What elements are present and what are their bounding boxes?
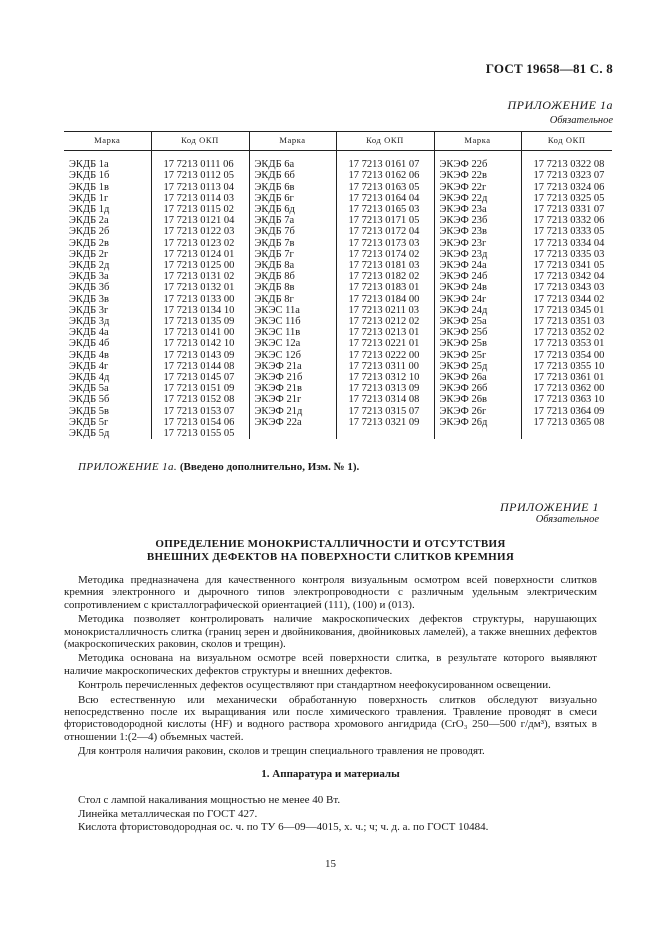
- okp-code-cell: 17 7213 0361 01: [533, 372, 605, 384]
- grade-cell: ЭКДБ 4д: [64, 372, 151, 383]
- grade-cell: ЭКДБ 1в: [64, 182, 151, 193]
- appendix-1a-subtitle: Обязательное: [549, 115, 613, 126]
- table-row: [64, 383, 612, 394]
- okp-code-cell: 17 7213 0141 00: [151, 327, 249, 338]
- okp-code-cell: 17 7213 0325 05: [533, 192, 605, 204]
- okp-code-cell: 17 7213 0144 08: [151, 361, 249, 372]
- grade-cell: ЭКЭФ 23б: [434, 215, 521, 226]
- paragraph: Контроль перечисленных дефектов осуществляют при стандартном неефокусированном освещении.: [78, 679, 551, 692]
- grade-cell: ЭКЭФ 26б: [434, 383, 521, 394]
- okp-code-cell: [336, 428, 434, 439]
- okp-code-cell: 17 7213 0131 02: [151, 271, 249, 282]
- okp-code-cell: 17 7213 0364 09: [533, 405, 605, 417]
- okp-code-cell: 17 7213 0341 05: [533, 260, 605, 272]
- okp-code-cell: 17 7213 0121 04: [151, 215, 249, 226]
- grade-cell: ЭКЭФ 23г: [434, 238, 521, 249]
- okp-code-cell: 17 7213 0342 04: [533, 271, 605, 283]
- grade-cell: ЭКДБ 6а: [249, 151, 336, 171]
- grade-cell: ЭКЭФ 21д: [249, 406, 336, 417]
- grade-cell: ЭКДБ 7в: [249, 238, 336, 249]
- grade-cell: ЭКДБ 1б: [64, 170, 151, 181]
- method-title-line: ВНЕШНИХ ДЕФЕКТОВ НА ПОВЕРХНОСТИ СЛИТКОВ КРЕМНИЯ: [146, 551, 515, 563]
- page-number: 15: [325, 858, 336, 870]
- okp-code-cell: 17 7213 0152 08: [151, 394, 249, 405]
- appendix-1-subtitle: Обязательное: [535, 514, 599, 525]
- okp-code-cell: 17 7213 0153 07: [151, 406, 249, 417]
- okp-code-cell: 17 7213 0161 07: [336, 151, 434, 171]
- grade-cell: ЭКЭФ 25г: [434, 350, 521, 361]
- table-row: [64, 271, 612, 282]
- grade-cell: ЭКДБ 6в: [249, 182, 336, 193]
- okp-code-cell: 17 7213 0181 03: [336, 260, 434, 271]
- table-row: [64, 428, 612, 439]
- okp-code-cell: 17 7213 0354 00: [533, 349, 605, 361]
- okp-code-cell: 17 7213 0173 03: [336, 238, 434, 249]
- table-row: [64, 294, 612, 305]
- okp-code-cell: 17 7213 0333 05: [533, 226, 605, 238]
- okp-code-cell: 17 7213 0352 02: [533, 327, 605, 339]
- okp-code-cell: 17 7213 0165 03: [336, 204, 434, 215]
- okp-code-cell: 17 7213 0164 04: [336, 193, 434, 204]
- okp-code-cell: 17 7213 0151 09: [151, 383, 249, 394]
- grade-cell: ЭКЭФ 25в: [434, 338, 521, 349]
- okp-code-cell: 17 7213 0365 08: [533, 416, 605, 428]
- grade-cell: ЭКЭФ 22г: [434, 182, 521, 193]
- okp-code-cell: 17 7213 0154 06: [151, 417, 249, 428]
- okp-code-cell: 17 7213 0133 00: [151, 294, 249, 305]
- grade-cell: ЭКДБ 5б: [64, 394, 151, 405]
- okp-code-cell: 17 7213 0115 02: [151, 204, 249, 215]
- okp-code-cell: 17 7213 0163 05: [336, 182, 434, 193]
- okp-code-cell: [521, 428, 612, 439]
- grade-cell: ЭКДБ 8в: [249, 282, 336, 293]
- grade-cell: ЭКЭС 11в: [249, 327, 336, 338]
- grade-cell: ЭКЭФ 21а: [249, 361, 336, 372]
- grade-cell: ЭКЭФ 21в: [249, 383, 336, 394]
- okp-code-cell: 17 7213 0135 09: [151, 316, 249, 327]
- okp-code-cell: 17 7213 0324 06: [533, 181, 605, 193]
- okp-code-cell: 17 7213 0162 06: [336, 170, 434, 181]
- grade-cell: ЭКЭФ 23а: [434, 204, 521, 215]
- okp-code-cell: 17 7213 0172 04: [336, 226, 434, 237]
- grade-cell: ЭКДБ 4а: [64, 327, 151, 338]
- table-row: [64, 249, 612, 260]
- grade-cell: ЭКДБ 7г: [249, 249, 336, 260]
- okp-code-cell: 17 7213 0155 05: [151, 428, 249, 439]
- section-heading: 1. Аппаратура и материалы: [261, 768, 400, 780]
- grade-cell: ЭКДБ 4б: [64, 338, 151, 349]
- grade-cell: ЭКДБ 8а: [249, 260, 336, 271]
- okp-code-cell: 17 7213 0132 01: [151, 282, 249, 293]
- table-row: [64, 204, 612, 215]
- column-header: Код ОКП: [151, 132, 249, 151]
- list-item: Стол с лампой накаливания мощностью не менее 40 Вт.: [78, 794, 341, 806]
- paragraph: Для контроля наличия раковин, сколов и трещин специального травления не проводят.: [78, 745, 485, 758]
- table-row: [64, 327, 612, 338]
- okp-code-cell: 17 7213 0122 03: [151, 226, 249, 237]
- table-row: [64, 316, 612, 327]
- okp-code-cell: 17 7213 0113 04: [151, 182, 249, 193]
- paragraph: Методика основана на визуальном осмотре всей поверхности слитка, в результате которого выявляют наличие макроскопических дефектов структуры и внешних дефектов.: [64, 652, 597, 677]
- okp-code-cell: 17 7213 0322 08: [533, 159, 605, 171]
- table-row: [64, 226, 612, 237]
- okp-code-cell: 17 7213 0335 03: [533, 248, 605, 260]
- okp-code-cell: 17 7213 0351 03: [533, 316, 605, 328]
- grade-cell: ЭКЭФ 22в: [434, 170, 521, 181]
- grade-cell: ЭКЭФ 24а: [434, 260, 521, 271]
- table-row: [64, 260, 612, 271]
- column-header: Код ОКП: [336, 132, 434, 151]
- okp-code-cell: 17 7213 0183 01: [336, 282, 434, 293]
- grade-cell: ЭКЭФ 26г: [434, 406, 521, 417]
- table-row: [64, 151, 612, 171]
- grade-cell: ЭКЭФ 26в: [434, 394, 521, 405]
- table-row: [64, 372, 612, 383]
- grade-cell: ЭКЭФ 25б: [434, 327, 521, 338]
- okp-code-cell: 17 7213 0222 00: [336, 350, 434, 361]
- appendix-1a-title: ПРИЛОЖЕНИЕ 1а: [507, 98, 613, 112]
- table-row: [64, 338, 612, 349]
- okp-code-cell: 17 7213 0314 08: [336, 394, 434, 405]
- grade-cell: ЭКДБ 2д: [64, 260, 151, 271]
- grade-cell: ЭКДБ 5а: [64, 383, 151, 394]
- grade-cell: ЭКДБ 4г: [64, 361, 151, 372]
- okp-code-cell: 17 7213 0315 07: [336, 406, 434, 417]
- okp-code-cell: 17 7213 0312 10: [336, 372, 434, 383]
- grade-cell: ЭКДБ 3б: [64, 282, 151, 293]
- okp-code-cell: 17 7213 0345 01: [533, 304, 605, 316]
- grade-cell: ЭКЭФ 26д: [434, 417, 521, 428]
- grade-cell: ЭКДБ 7а: [249, 215, 336, 226]
- okp-code-cell: 17 7213 0311 00: [336, 361, 434, 372]
- table-row: [64, 394, 612, 405]
- grade-cell: ЭКЭФ 22б: [434, 151, 521, 171]
- grade-cell: ЭКДБ 3а: [64, 271, 151, 282]
- okp-code-cell: 17 7213 0111 06: [151, 151, 249, 171]
- grade-cell: ЭКЭФ 22д: [434, 193, 521, 204]
- grade-cell: ЭКДБ 4в: [64, 350, 151, 361]
- grade-cell: ЭКДБ 3д: [64, 316, 151, 327]
- grade-cell: ЭКЭФ 25д: [434, 361, 521, 372]
- okp-code-cell: 17 7213 0124 01: [151, 249, 249, 260]
- paragraph: Методика позволяет контролировать наличие макроскопических дефектов структуры, нарушающих монокристалличность слитка (границ зерен и двойникования, двойниковых ламелей), а также внешних дефектов (макроскопических раковин, сколов и трещин).: [64, 613, 597, 651]
- grade-cell: ЭКДБ 5г: [64, 417, 151, 428]
- grade-cell: ЭКДБ 3в: [64, 294, 151, 305]
- okp-code-cell: 17 7213 0221 01: [336, 338, 434, 349]
- grade-cell: ЭКДБ 5д: [64, 428, 151, 439]
- grade-cell: ЭКДБ 8б: [249, 271, 336, 282]
- grade-cell: ЭКДБ 2б: [64, 226, 151, 237]
- paragraph: Методика предназначена для качественного контроля визуальным осмотром всей поверхности слитков кремния электронного и дырочного типов электропроводности с различным удельным электрическим сопротивлением с кристаллографической ориентацией (111), (100) и (013).: [64, 574, 597, 611]
- okp-code-cell: 17 7213 0321 09: [336, 417, 434, 428]
- table-header-row: [64, 132, 612, 151]
- paragraph: Всю естественную или механически обработанную поверхность слитков обследуют визуально непосредственно после их выращивания или после химического травления. Травление проводят в смеси фтористоводородной кислоты (HF) и водного раствора хромового ангидрида (CrO₃ 250—500 г/дм³), взятых в отношении 1:(2—4) объемных частей.: [64, 693, 597, 743]
- method-body: [64, 574, 597, 758]
- okp-code-cell: 17 7213 0171 05: [336, 215, 434, 226]
- grade-cell: ЭКДБ 6г: [249, 193, 336, 204]
- okp-code-cell: 17 7213 0174 02: [336, 249, 434, 260]
- note-italic: ПРИЛОЖЕНИЕ 1а.: [78, 461, 178, 473]
- grade-cell: ЭКДБ 5в: [64, 406, 151, 417]
- okp-code-cell: 17 7213 0353 01: [533, 338, 605, 350]
- grade-cell: ЭКЭФ 24д: [434, 305, 521, 316]
- grade-cell: [434, 428, 521, 439]
- grade-cell: ЭКДБ 7б: [249, 226, 336, 237]
- okp-code-cell: 17 7213 0331 07: [533, 204, 605, 216]
- table-row: [64, 350, 612, 361]
- appendix-1a-note: [78, 461, 359, 473]
- materials-list: [78, 794, 488, 835]
- grade-cell: ЭКДБ 1г: [64, 193, 151, 204]
- grade-cell: ЭКЭС 12а: [249, 338, 336, 349]
- okp-code-cell: 17 7213 0363 10: [533, 394, 605, 406]
- okp-code-cell: 17 7213 0145 07: [151, 372, 249, 383]
- grade-cell: ЭКДБ 1д: [64, 204, 151, 215]
- column-header: Марка: [249, 132, 336, 151]
- table-row: [64, 406, 612, 417]
- table-row: [64, 305, 612, 316]
- document-header: ГОСТ 19658—81 С. 8: [485, 61, 613, 76]
- table-row: [64, 361, 612, 372]
- okp-code-cell: 17 7213 0125 00: [151, 260, 249, 271]
- grade-cell: ЭКЭФ 26а: [434, 372, 521, 383]
- grade-cell: ЭКЭС 12б: [249, 350, 336, 361]
- grade-cell: ЭКЭФ 21б: [249, 372, 336, 383]
- okp-code-cell: 17 7213 0211 03: [336, 305, 434, 316]
- okp-code-cell: 17 7213 0343 03: [533, 282, 605, 294]
- table-row: [64, 417, 612, 428]
- grade-cell: ЭКДБ 2а: [64, 215, 151, 226]
- okp-code-table: [64, 131, 612, 439]
- grade-cell: ЭКЭФ 25а: [434, 316, 521, 327]
- grade-cell: ЭКЭС 11б: [249, 316, 336, 327]
- table-row: [64, 193, 612, 204]
- grade-cell: ЭКДБ 6д: [249, 204, 336, 215]
- okp-code-cell: 17 7213 0362 00: [533, 383, 605, 395]
- grade-cell: ЭКЭФ 24б: [434, 271, 521, 282]
- grade-cell: ЭКДБ 2г: [64, 249, 151, 260]
- grade-cell: ЭКЭФ 24г: [434, 294, 521, 305]
- okp-code-cell: 17 7213 0123 02: [151, 238, 249, 249]
- method-title-line: ОПРЕДЕЛЕНИЕ МОНОКРИСТАЛЛИЧНОСТИ И ОТСУТСТВИЯ: [155, 538, 506, 550]
- grade-cell: ЭКЭФ 24в: [434, 282, 521, 293]
- grade-cell: ЭКДБ 6б: [249, 170, 336, 181]
- okp-code-cell: 17 7213 0213 01: [336, 327, 434, 338]
- okp-code-cell: 17 7213 0184 00: [336, 294, 434, 305]
- okp-code-cell: 17 7213 0142 10: [151, 338, 249, 349]
- okp-code-cell: 17 7213 0143 09: [151, 350, 249, 361]
- list-item: Кислота фтористоводородная ос. ч. по ТУ 6—09—4015, х. ч.; ч; ч. д. а. по ГОСТ 10484.: [78, 821, 489, 834]
- appendix-1-title: ПРИЛОЖЕНИЕ 1: [500, 500, 599, 514]
- grade-cell: ЭКЭФ 21г: [249, 394, 336, 405]
- table-row: [64, 238, 612, 249]
- table-row: [64, 170, 612, 181]
- okp-code-cell: 17 7213 0212 02: [336, 316, 434, 327]
- okp-code-cell: 17 7213 0313 09: [336, 383, 434, 394]
- table-row: [64, 282, 612, 293]
- table-row: [64, 182, 612, 193]
- column-header: Марка: [64, 132, 151, 151]
- table-body: [64, 151, 612, 440]
- okp-code-cell: 17 7213 0114 03: [151, 193, 249, 204]
- method-title: [64, 538, 597, 564]
- okp-code-cell: 17 7213 0355 10: [533, 360, 605, 372]
- grade-cell: ЭКДБ 8г: [249, 294, 336, 305]
- grade-cell: ЭКДБ 2в: [64, 238, 151, 249]
- note-bold: (Введено дополнительно, Изм. № 1).: [179, 461, 360, 473]
- okp-code-cell: 17 7213 0134 10: [151, 305, 249, 316]
- grade-cell: ЭКЭФ 22а: [249, 417, 336, 428]
- grade-cell: ЭКЭФ 23д: [434, 249, 521, 260]
- okp-code-cell: 17 7213 0332 06: [533, 215, 605, 227]
- grade-cell: ЭКДБ 1а: [64, 151, 151, 171]
- table-row: [64, 215, 612, 226]
- list-item: Линейка металлическая по ГОСТ 427.: [78, 807, 258, 820]
- grade-cell: ЭКЭФ 23в: [434, 226, 521, 237]
- okp-code-cell: 17 7213 0323 07: [533, 170, 605, 182]
- column-header: Марка: [434, 132, 521, 151]
- okp-code-cell: 17 7213 0344 02: [533, 293, 605, 305]
- column-header: Код ОКП: [521, 132, 612, 151]
- okp-code-cell: 17 7213 0334 04: [533, 237, 605, 249]
- okp-code-cell: 17 7213 0112 05: [151, 170, 249, 181]
- grade-cell: ЭКДБ 3г: [64, 305, 151, 316]
- grade-cell: [249, 428, 336, 439]
- grade-cell: ЭКЭС 11а: [249, 305, 336, 316]
- okp-code-cell: 17 7213 0182 02: [336, 271, 434, 282]
